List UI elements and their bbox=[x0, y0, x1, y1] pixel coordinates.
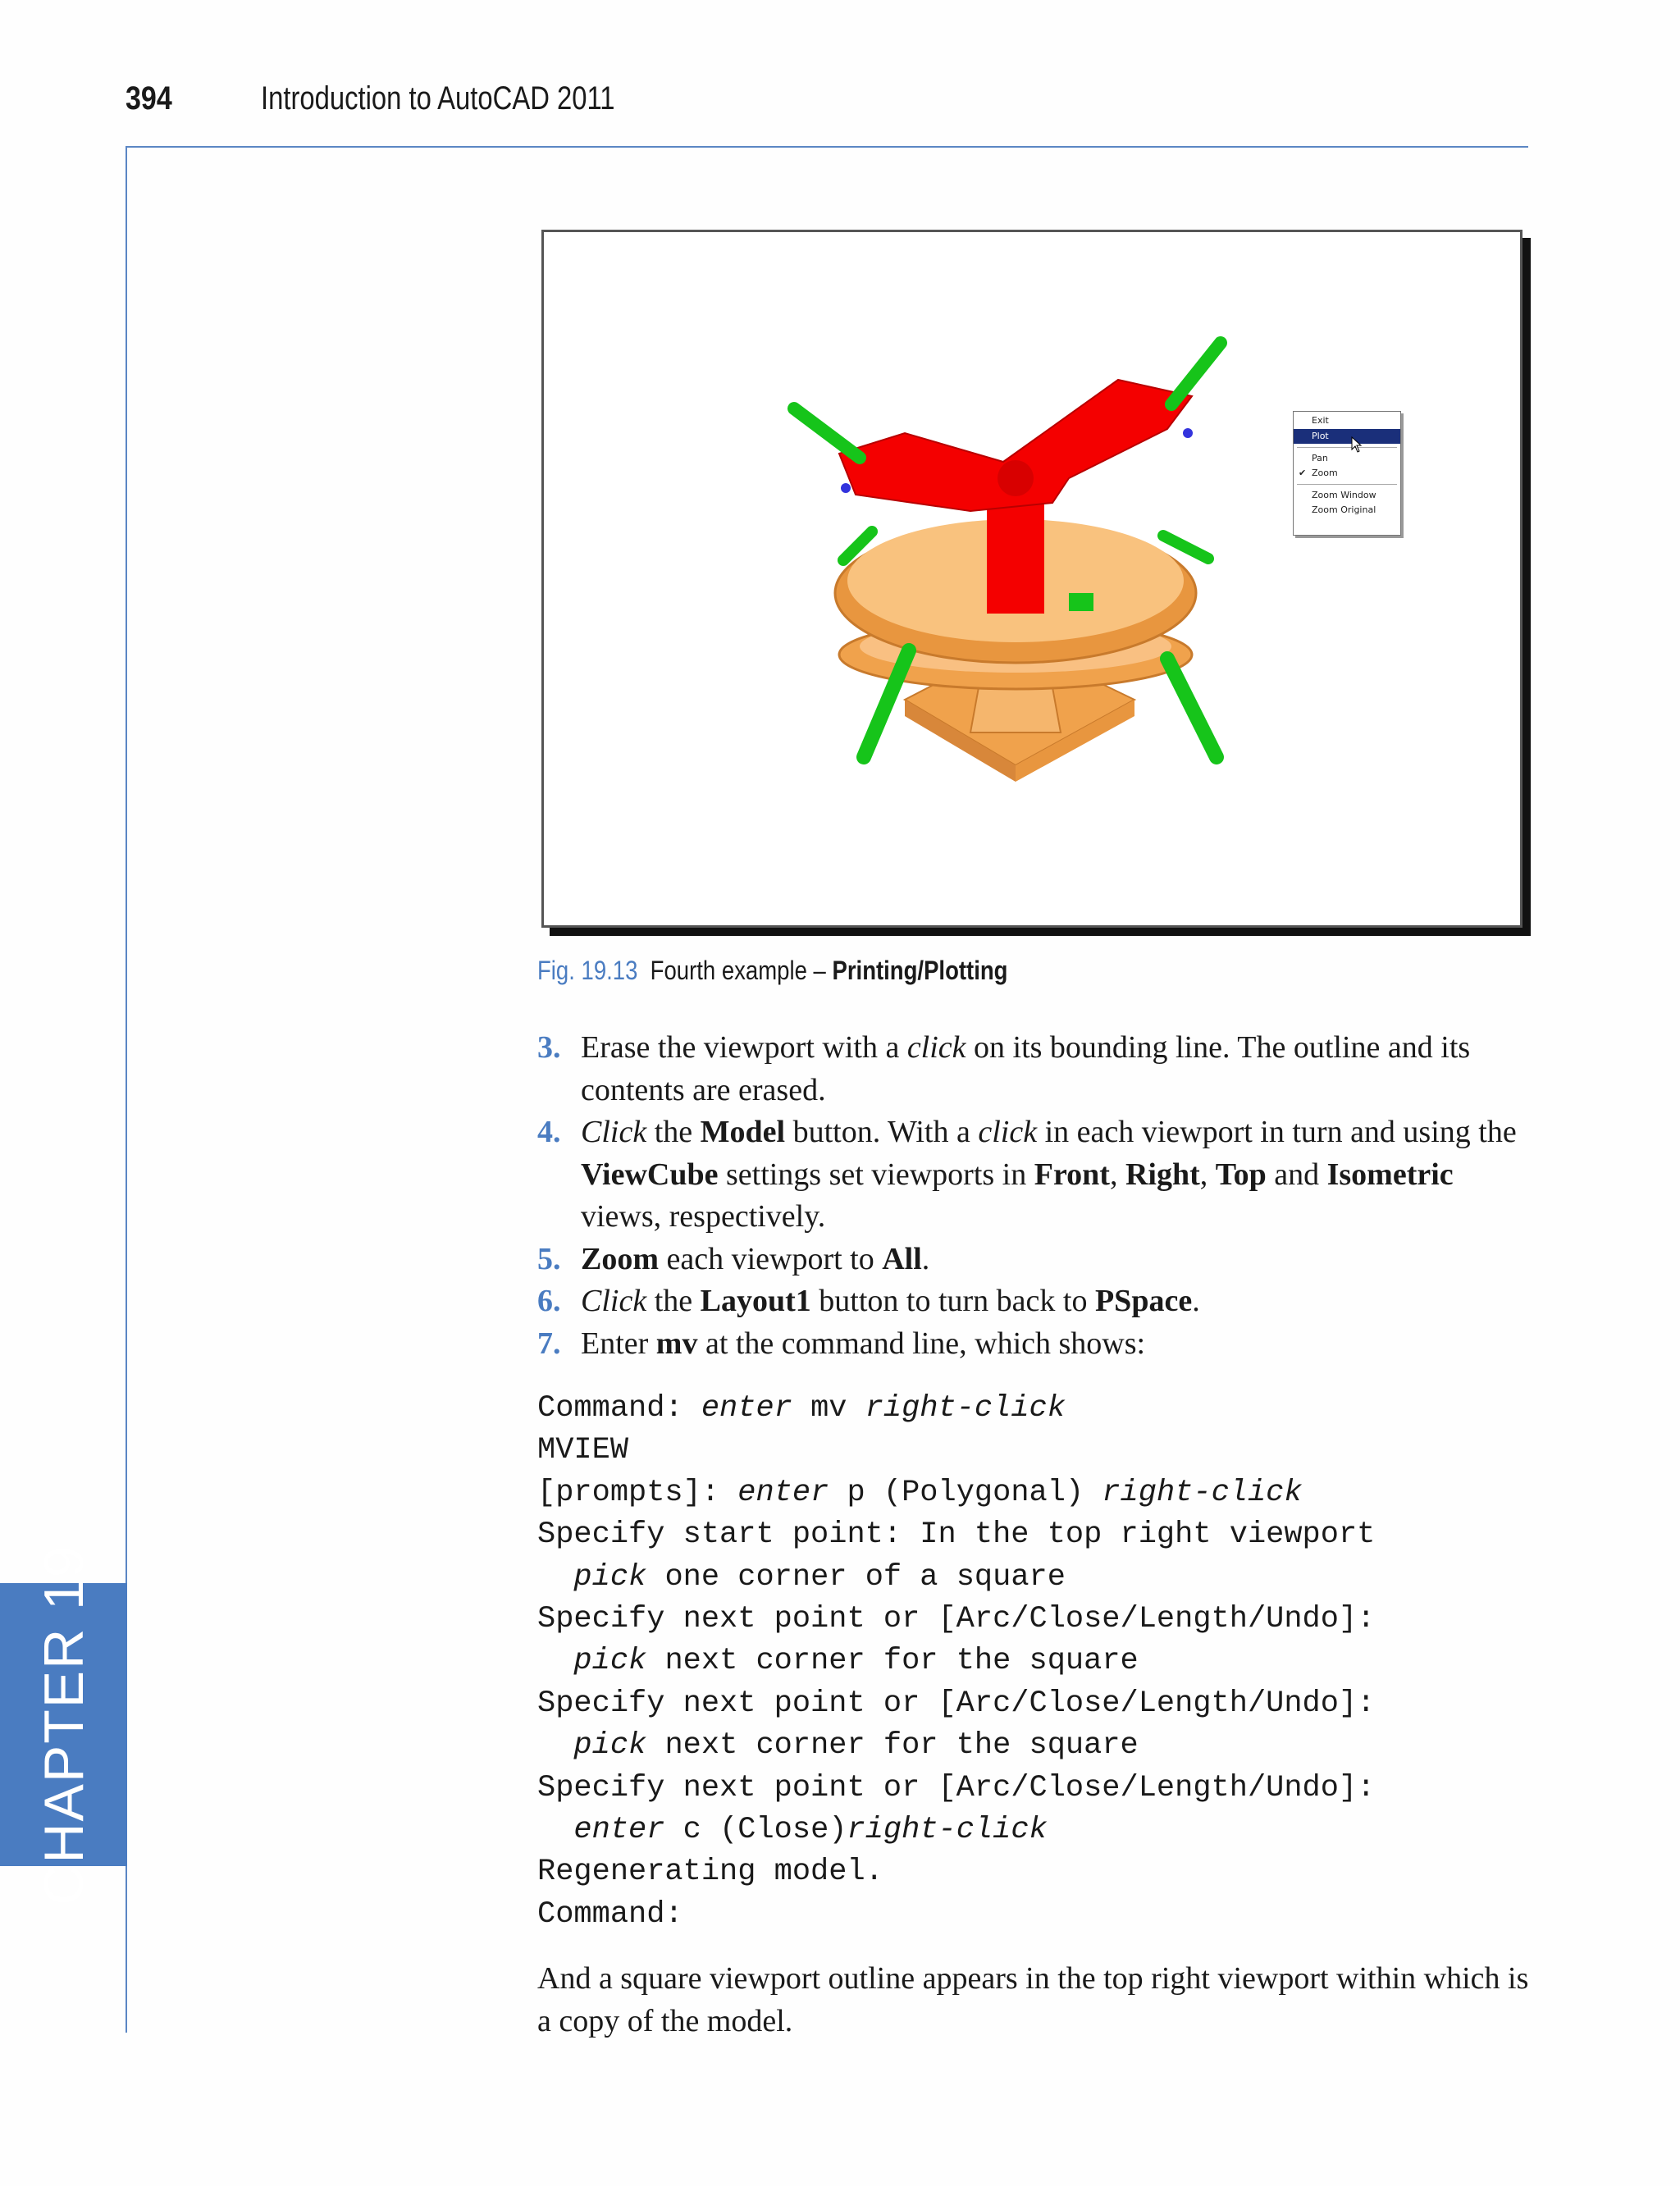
lower-right-rod bbox=[1167, 659, 1217, 757]
text-run: MVIEW bbox=[537, 1433, 629, 1468]
chapter-tab-label: CHAPTER 19 bbox=[33, 1545, 95, 1905]
bolt bbox=[1183, 428, 1193, 438]
text-run: settings set viewports in bbox=[718, 1157, 1034, 1192]
bold-text: PSpace bbox=[1094, 1284, 1193, 1318]
running-head-title: Introduction to AutoCAD 2011 bbox=[261, 80, 615, 116]
text-run: Specify next point or [Arc/Close/Length/Undo]: bbox=[537, 1686, 1376, 1721]
menu-item-zoom-window[interactable]: Zoom Window bbox=[1312, 490, 1376, 500]
bold-text: mv bbox=[655, 1326, 698, 1361]
bold-text: Right bbox=[1125, 1157, 1200, 1192]
text-run: each viewport to bbox=[659, 1241, 883, 1276]
text-run: button to turn back to bbox=[810, 1284, 1095, 1318]
text-run: . bbox=[1192, 1284, 1200, 1318]
bold-text: Isometric bbox=[1326, 1157, 1454, 1192]
figure-caption bbox=[537, 956, 1007, 986]
text-run: , bbox=[1199, 1157, 1216, 1192]
italic-text: enter bbox=[573, 1813, 665, 1848]
text-run: Specify start point: In the top right viewport bbox=[537, 1517, 1376, 1553]
command-line bbox=[537, 1894, 1375, 1936]
text-run: Specify next point or [Arc/Close/Length/Undo]: bbox=[537, 1602, 1376, 1637]
command-line bbox=[537, 1514, 1375, 1556]
upper-left-rod bbox=[794, 408, 860, 458]
text-run bbox=[537, 1813, 573, 1847]
command-line bbox=[537, 1472, 1375, 1514]
command-line bbox=[537, 1388, 1375, 1430]
text-run: Command: bbox=[537, 1391, 701, 1426]
closing-paragraph: And a square viewport outline appears in the top right viewport within which is a copy of the model. bbox=[537, 1961, 1529, 2038]
context-menu[interactable] bbox=[1293, 411, 1401, 536]
text-run: and bbox=[1266, 1157, 1327, 1192]
step-item bbox=[537, 1027, 1534, 1111]
text-run: views, respectively. bbox=[581, 1199, 826, 1234]
bold-text: Zoom bbox=[581, 1241, 659, 1276]
menu-item-zoom-original[interactable]: Zoom Original bbox=[1312, 504, 1376, 515]
step-item bbox=[537, 1323, 1534, 1366]
text-run: the bbox=[646, 1284, 701, 1318]
menu-separator bbox=[1297, 447, 1397, 448]
italic-text: Click bbox=[581, 1115, 647, 1149]
caption-text: Fourth example – bbox=[650, 956, 833, 985]
menu-item-exit[interactable]: Exit bbox=[1312, 415, 1329, 426]
italic-text: pick bbox=[573, 1644, 647, 1679]
check-icon: ✔ bbox=[1299, 468, 1307, 478]
command-line bbox=[537, 1768, 1375, 1809]
upper-right-rod bbox=[1171, 343, 1221, 404]
menu-item-zoom[interactable]: Zoom bbox=[1312, 468, 1338, 478]
clamp bbox=[1069, 593, 1093, 611]
command-line bbox=[537, 1809, 1375, 1851]
step-number: 3. bbox=[537, 1030, 561, 1065]
command-line-listing bbox=[537, 1388, 1375, 1936]
bold-text: ViewCube bbox=[581, 1157, 719, 1192]
text-run: Enter bbox=[581, 1326, 656, 1361]
italic-text: right-click bbox=[1102, 1475, 1303, 1510]
arm-hub bbox=[998, 460, 1034, 496]
figure-viewport bbox=[541, 230, 1522, 928]
text-run: Command: bbox=[537, 1896, 683, 1932]
text-run: at the command line, which shows: bbox=[697, 1326, 1146, 1361]
italic-text: enter bbox=[737, 1475, 829, 1510]
italic-text: click bbox=[906, 1030, 966, 1065]
page-number: 394 bbox=[126, 80, 172, 116]
caption-bold: Printing/Plotting bbox=[832, 956, 1008, 985]
command-line bbox=[537, 1557, 1375, 1599]
italic-text: pick bbox=[573, 1728, 647, 1764]
text-run bbox=[537, 1644, 573, 1678]
italic-text: right-click bbox=[847, 1813, 1048, 1848]
text-run: next corner for the square bbox=[646, 1644, 1139, 1679]
italic-text: click bbox=[978, 1115, 1038, 1149]
command-line bbox=[537, 1725, 1375, 1767]
text-run: on its bounding line. The outline and its contents are erased. bbox=[581, 1030, 1471, 1107]
figure-number: Fig. 19.13 bbox=[537, 956, 638, 985]
step-number: 6. bbox=[537, 1284, 561, 1318]
text-run: , bbox=[1109, 1157, 1125, 1192]
model-illustration bbox=[544, 232, 1520, 925]
bold-text: All bbox=[882, 1241, 922, 1276]
command-line bbox=[537, 1430, 1375, 1472]
step-number: 4. bbox=[537, 1115, 561, 1149]
text-run: Specify next point or [Arc/Close/Length/Undo]: bbox=[537, 1770, 1376, 1805]
text-run: c (Close) bbox=[664, 1813, 847, 1848]
text-run: [prompts]: bbox=[537, 1475, 738, 1510]
step-number: 7. bbox=[537, 1326, 561, 1361]
menu-item-pan[interactable]: Pan bbox=[1312, 453, 1328, 463]
text-run: the bbox=[646, 1115, 701, 1149]
mouse-cursor-icon bbox=[1351, 436, 1363, 453]
step-number: 5. bbox=[537, 1241, 561, 1276]
bolt bbox=[841, 483, 851, 493]
numbered-steps bbox=[537, 1027, 1534, 1365]
command-line bbox=[537, 1851, 1375, 1893]
text-run: Erase the viewport with a bbox=[581, 1030, 907, 1065]
step-item bbox=[537, 1239, 1534, 1281]
italic-text: pick bbox=[573, 1559, 647, 1595]
bold-text: Front bbox=[1034, 1157, 1110, 1192]
text-run: button. With a bbox=[785, 1115, 979, 1149]
text-run: p (Polygonal) bbox=[829, 1475, 1102, 1510]
step-item bbox=[537, 1111, 1534, 1239]
command-line bbox=[537, 1599, 1375, 1641]
command-line bbox=[537, 1683, 1375, 1725]
italic-text: enter bbox=[701, 1391, 792, 1426]
italic-text: Click bbox=[581, 1284, 647, 1318]
text-run bbox=[537, 1728, 573, 1763]
text-run: mv bbox=[792, 1391, 865, 1426]
text-run bbox=[537, 1560, 573, 1595]
menu-separator bbox=[1297, 484, 1397, 485]
menu-item-plot[interactable]: Plot bbox=[1294, 429, 1400, 444]
header-rule bbox=[126, 146, 1528, 148]
bold-text: Top bbox=[1215, 1157, 1267, 1192]
text-run: . bbox=[921, 1241, 930, 1276]
text-run: in each viewport in turn and using the bbox=[1037, 1115, 1517, 1149]
right-short-rod bbox=[1163, 536, 1208, 559]
italic-text: right-click bbox=[865, 1391, 1066, 1426]
command-line bbox=[537, 1641, 1375, 1682]
bold-text: Model bbox=[700, 1115, 786, 1149]
bold-text: Layout1 bbox=[700, 1284, 811, 1318]
step-item bbox=[537, 1280, 1534, 1323]
text-run: Regenerating model. bbox=[537, 1855, 883, 1890]
text-run: one corner of a square bbox=[646, 1559, 1066, 1595]
text-run: next corner for the square bbox=[646, 1728, 1139, 1764]
